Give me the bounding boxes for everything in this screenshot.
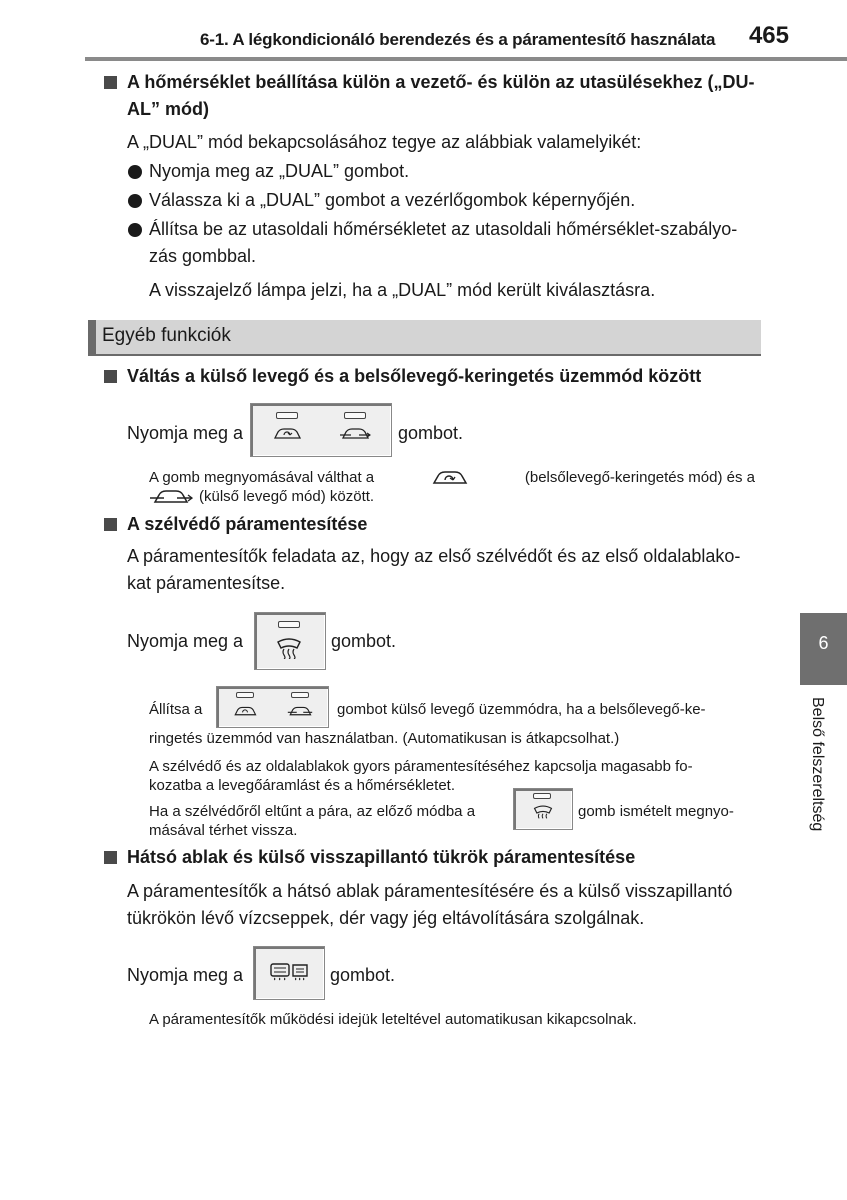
heading-square-marker [104, 518, 117, 531]
dual-note: A visszajelző lámpa jelzi, ha a „DUAL” mód került kiválasztásra. [149, 280, 656, 300]
heading-square-marker [104, 851, 117, 864]
rear-defog-button[interactable] [253, 946, 325, 1000]
section-title: Egyéb funkciók [102, 325, 231, 346]
dual-bullet-3-line2: zás gombbal. [149, 246, 257, 266]
dual-heading [127, 69, 757, 123]
rear-defog-desc-line1: A páramentesítők a hátsó ablak páramentesítésére és a külső visszapillantó [127, 881, 733, 901]
indicator-lamp [533, 793, 551, 799]
outside-air-icon [287, 705, 313, 718]
air-mode-button[interactable] [250, 403, 392, 457]
air-press-prefix: Nyomja meg a [127, 423, 244, 443]
outside-air-icon [149, 488, 193, 506]
bullet-dot [128, 194, 142, 208]
windshield-desc-line1: A páramentesítők feladata az, hogy az első szélvédőt és az első oldalablako- [127, 546, 741, 566]
running-header-title: 6-1. A légkondicionáló berendezés és a páramentesítő használata [200, 30, 716, 49]
windshield-defog-icon [276, 637, 302, 659]
dual-bullet-3 [149, 216, 755, 270]
windshield-heading: A szélvédő páramentesítése [127, 514, 368, 534]
windshield-desc-line2: kat páramentesítse. [127, 573, 286, 593]
indicator-lamp [291, 692, 309, 698]
recirculation-icon [428, 469, 472, 487]
chapter-label: Belső felszereltség [809, 697, 826, 832]
section-header [88, 320, 761, 356]
dual-heading-line2: AL” mód) [127, 99, 209, 119]
indicator-lamp [276, 412, 298, 419]
windshield-note3-line2: másával térhet vissza. [149, 822, 298, 839]
rear-defog-heading: Hátsó ablak és külső visszapillantó tükrök páramentesítése [127, 847, 636, 867]
windshield-defog-button[interactable] [254, 612, 326, 670]
windshield-note2-line2: kozatba a levegőáramlást és a hőmérsékletet. [149, 777, 455, 794]
bullet-dot [128, 165, 142, 179]
windshield-note1-prefix: Állítsa a [149, 701, 203, 718]
windshield-note1-line2: ringetés üzemmód van használatban. (Automatikusan is átkapcsolhat.) [149, 730, 620, 747]
heading-square-marker [104, 76, 117, 89]
rear-press-prefix: Nyomja meg a [127, 965, 244, 985]
windshield-note3-prefix: Ha a szélvédőről eltűnt a pára, az előző módba a [149, 803, 476, 820]
chapter-number: 6 [818, 633, 829, 653]
air-note-part3: (külső levegő mód) között. [199, 488, 375, 505]
windshield-press-prefix: Nyomja meg a [127, 631, 244, 651]
air-mode-button-small[interactable] [216, 686, 329, 728]
air-note-part1: A gomb megnyomásával válthat a [149, 469, 375, 486]
windshield-defog-button-small[interactable] [513, 788, 573, 830]
indicator-lamp [344, 412, 366, 419]
dual-bullet-3-line1: Állítsa be az utasoldali hőmérsékletet az utasoldali hőmérséklet-szabályo- [149, 219, 738, 239]
heading-square-marker [104, 370, 117, 383]
header-rule [85, 57, 847, 61]
indicator-lamp [236, 692, 254, 698]
outside-air-icon [339, 426, 371, 442]
recirculation-icon [271, 426, 303, 442]
air-press-suffix: gombot. [398, 423, 464, 443]
dual-intro: A „DUAL” mód bekapcsolásához tegye az alábbiak valamelyikét: [127, 132, 642, 152]
rear-note: A páramentesítők működési idejük leteltével automatikusan kikapcsolnak. [149, 1011, 637, 1028]
mirror-defog-icon [291, 963, 309, 981]
windshield-note2-line1: A szélvédő és az oldalablakok gyors páramentesítéséhez kapcsolja magasabb fo- [149, 758, 693, 775]
indicator-lamp [278, 621, 300, 628]
air-note [149, 468, 755, 506]
air-note-part2: (belsőlevegő-keringetés mód) és a [524, 469, 755, 486]
dual-heading-line1: A hőmérséklet beállítása külön a vezető- és külön az utasülésekhez („DU- [127, 72, 755, 92]
windshield-note3-suffix: gomb ismételt megnyo- [578, 803, 734, 820]
page-number: 465 [748, 22, 789, 49]
windshield-desc [127, 543, 755, 597]
rear-defog-desc [127, 878, 755, 932]
recirculation-icon [232, 705, 258, 718]
windshield-note2 [149, 757, 755, 795]
rear-press-suffix: gombot. [330, 965, 396, 985]
rear-defog-icon [270, 963, 290, 981]
chapter-tab [800, 613, 847, 685]
dual-bullet-1: Nyomja meg az „DUAL” gombot. [149, 161, 410, 181]
windshield-defog-icon [533, 804, 553, 822]
windshield-press-suffix: gombot. [331, 631, 397, 651]
air-mode-heading: Váltás a külső levegő és a belsőlevegő-keringetés üzemmód között [127, 366, 702, 386]
dual-bullet-2: Válassza ki a „DUAL” gombot a vezérlőgombok képernyőjén. [149, 190, 636, 210]
bullet-dot [128, 223, 142, 237]
windshield-note1-suffix: gombot külső levegő üzemmódra, ha a belsőlevegő-ke- [337, 701, 706, 718]
rear-defog-desc-line2: tükrökön lévő vízcseppek, dér vagy jég eltávolítására szolgálnak. [127, 908, 645, 928]
